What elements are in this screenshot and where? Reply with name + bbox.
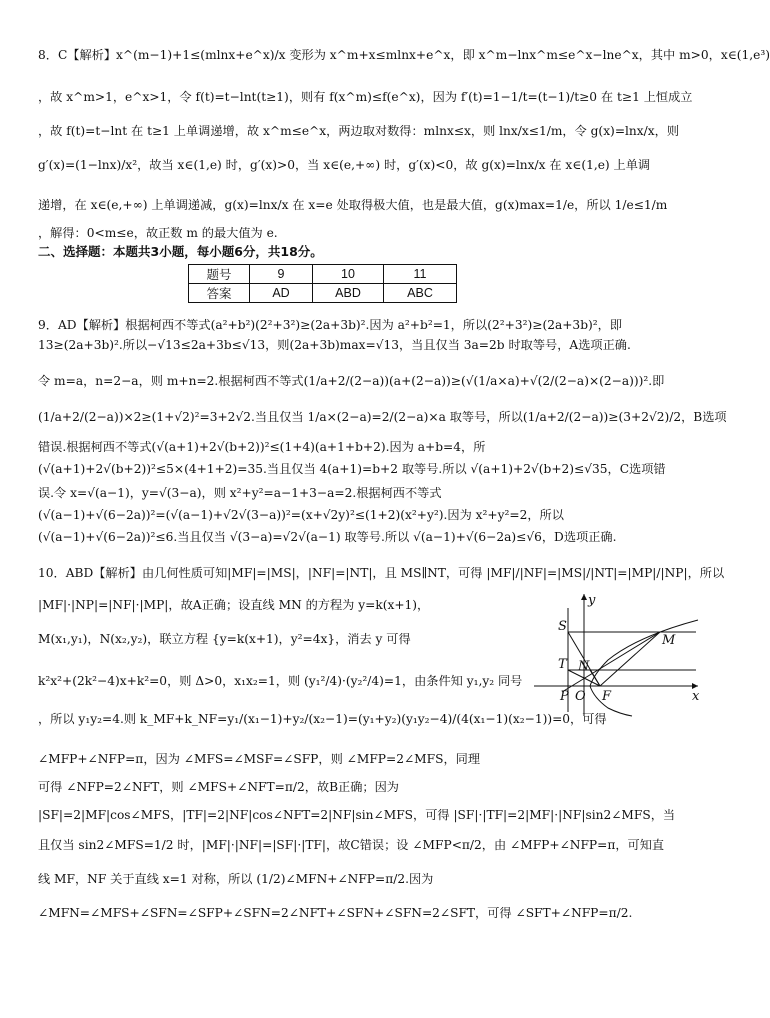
q8-line-6: ，解得：0<m≤e，故正数 m 的最大值为 e. bbox=[38, 226, 278, 240]
y-axis-arrow-icon bbox=[581, 594, 587, 600]
q9-line-5: 错误.根据柯西不等式(√(a+1)+2√(b+2))²≤(1+4)(a+1+b+2).因为 a+b=4，所 bbox=[38, 440, 486, 454]
q10-line-7: 可得 ∠NFP=2∠NFT，则 ∠MFS+∠NFT=π/2，故B正确；因为 bbox=[38, 780, 399, 794]
label-n: N bbox=[578, 659, 590, 674]
label-t: T bbox=[558, 657, 567, 672]
label-p: P bbox=[560, 689, 569, 704]
question-number-cell: 9 bbox=[250, 265, 313, 284]
q10-line-1: 10．ABD【解析】由几何性质可知|MF|=|MS|，|NF|=|NT|，且 MS∥NT，可得 |MF|/|NF|=|MS|/|NT|=|MP|/|NP|，所以 bbox=[38, 566, 725, 580]
answer-cell: AD bbox=[250, 284, 313, 303]
q10-line-9: 且仅当 sin2∠MFS=1/2 时，|MF|·|NF|=|SF|·|TF|，故C错误；设 ∠MFP<π/2，由 ∠MFP+∠NFP=π，可知直 bbox=[38, 838, 665, 852]
q9-line-8: (√(a−1)+√(6−2a))²=(√(a−1)+√2√(3−a))²=(x+√2y)²≤(1+2)(x²+y²).因为 x²+y²=2，所以 bbox=[38, 508, 564, 522]
q8-line-3: ，故 f(t)=t−lnt 在 t≥1 上单调递增，故 x^m≤e^x，两边取对数得：mlnx≤x，则 lnx/x≤1/m，令 g(x)=lnx/x，则 bbox=[38, 124, 680, 138]
q9-line-3: 令 m=a，n=2−a，则 m+n=2.根据柯西不等式(1/a+2/(2−a))(a+(2−a))≥(√(1/a×a)+√(2/(2−a)×(2−a)))².即 bbox=[38, 374, 665, 388]
q10-line-3: M(x₁,y₁)，N(x₂,y₂)，联立方程 {y=k(x+1)，y²=4x}，消去 y 可得 bbox=[38, 632, 411, 646]
q9-line-2: 13≥(2a+3b)².所以−√13≤2a+3b≤√13，则(2a+3b)max=√13，当且仅当 3a=2b 时取等号，A选项正确. bbox=[38, 338, 631, 352]
row-header-answer: 答案 bbox=[189, 284, 250, 303]
q9-line-1: 9．AD【解析】根据柯西不等式(a²+b²)(2²+3²)≥(2a+3b)².因为 a²+b²=1，所以(2²+3²)≥(2a+3b)²，即 bbox=[38, 318, 623, 332]
q10-line-6: ∠MFP+∠NFP=π，因为 ∠MFS=∠MSF=∠SFP，则 ∠MFP=2∠MFS，同理 bbox=[38, 752, 481, 766]
q8-line-4: g′(x)=(1−lnx)/x²，故当 x∈(1,e) 时，g′(x)>0，当 x∈(e,+∞) 时，g′(x)<0，故 g(x)=lnx/x 在 x∈(1,e) 上单调 bbox=[38, 158, 651, 172]
q10-line-5: ，所以 y₁y₂=4.则 k_MF+k_NF=y₁/(x₁−1)+y₂/(x₂−1)=(y₁+y₂)(y₁y₂−4)/(4(x₁−1)(x₂−1))=0，可得 bbox=[38, 712, 607, 726]
q8-line-2: ，故 x^m>1，e^x>1，令 f(t)=t−lnt(t≥1)，则有 f(x^m)≤f(e^x)，因为 f′(t)=1−1/t=(t−1)/t≥0 在 t≥1 上恒成立 bbox=[38, 90, 693, 104]
q10-line-11: ∠MFN=∠MFS+∠SFN=∠SFP+∠SFN=2∠NFT+∠SFN+∠SFN=2∠SFT，可得 ∠SFT+∠NFP=π/2. bbox=[38, 906, 633, 920]
q9-line-9: (√(a−1)+√(6−2a))²≤6.当且仅当 √(3−a)=√2√(a−1) 取等号.所以 √(a−1)+√(6−2a)≤√6，D选项正确. bbox=[38, 530, 617, 544]
q9-line-6: (√(a+1)+2√(b+2))²≤5×(4+1+2)=35.当且仅当 4(a+1)=b+2 取等号.所以 √(a+1)+2√(b+2)≤√35，C选项错 bbox=[38, 462, 666, 476]
q8-line-1: 8．C【解析】x^(m−1)+1≤(mlnx+e^x)/x 变形为 x^m+x≤mlnx+e^x，即 x^m−lnx^m≤e^x−lne^x，其中 m>0，x∈(1,e³) bbox=[38, 48, 770, 62]
table-row bbox=[189, 284, 457, 303]
q10-line-8: |SF|=2|MF|cos∠MFS，|TF|=2|NF|cos∠NFT=2|NF|sin∠MFS，可得 |SF|·|TF|=2|MF|·|NF|sin2∠MFS，当 bbox=[38, 808, 676, 822]
q10-line-10: 线 MF，NF 关于直线 x=1 对称，所以 (1/2)∠MFN+∠NFP=π/2.因为 bbox=[38, 872, 434, 886]
answer-cell: ABD bbox=[313, 284, 384, 303]
label-y: y bbox=[588, 593, 596, 608]
label-x: x bbox=[692, 689, 700, 704]
q10-line-2: |MF|·|NP|=|NF|·|MP|，故A正确；设直线 MN 的方程为 y=k(x+1)， bbox=[38, 598, 430, 612]
label-m: M bbox=[662, 633, 676, 648]
q8-line-5: 递增，在 x∈(e,+∞) 上单调递减，g(x)=lnx/x 在 x=e 处取得极大值，也是最大值，g(x)max=1/e，所以 1/e≤1/m bbox=[38, 198, 668, 212]
section-2-heading: 二、选择题：本题共3小题，每小题6分，共18分。 bbox=[38, 244, 323, 259]
line-mn bbox=[562, 632, 660, 692]
row-header-number: 题号 bbox=[189, 265, 250, 284]
table-row bbox=[189, 265, 457, 284]
question-number-cell: 10 bbox=[313, 265, 384, 284]
q9-line-4: (1/a+2/(2−a))×2≥(1+√2)²=3+2√2.当且仅当 1/a×(2−a)=2/(2−a)×a 取等号，所以(1/a+2/(2−a))≥(3+2√2)/2，B选项 bbox=[38, 410, 727, 424]
answers-table bbox=[188, 264, 457, 303]
answer-cell: ABC bbox=[384, 284, 457, 303]
q9-line-7: 误.令 x=√(a−1)，y=√(3−a)，则 x²+y²=a−1+3−a=2.根据柯西不等式 bbox=[38, 486, 442, 500]
question-number-cell: 11 bbox=[384, 265, 457, 284]
parabola-figure bbox=[528, 588, 704, 718]
label-f: F bbox=[602, 689, 612, 704]
label-o: O bbox=[575, 689, 586, 704]
q10-line-4: k²x²+(2k²−4)x+k²=0，则 Δ>0，x₁x₂=1，则 (y₁²/4)·(y₂²/4)=1，由条件知 y₁,y₂ 同号 bbox=[38, 674, 523, 688]
label-s: S bbox=[558, 619, 567, 634]
